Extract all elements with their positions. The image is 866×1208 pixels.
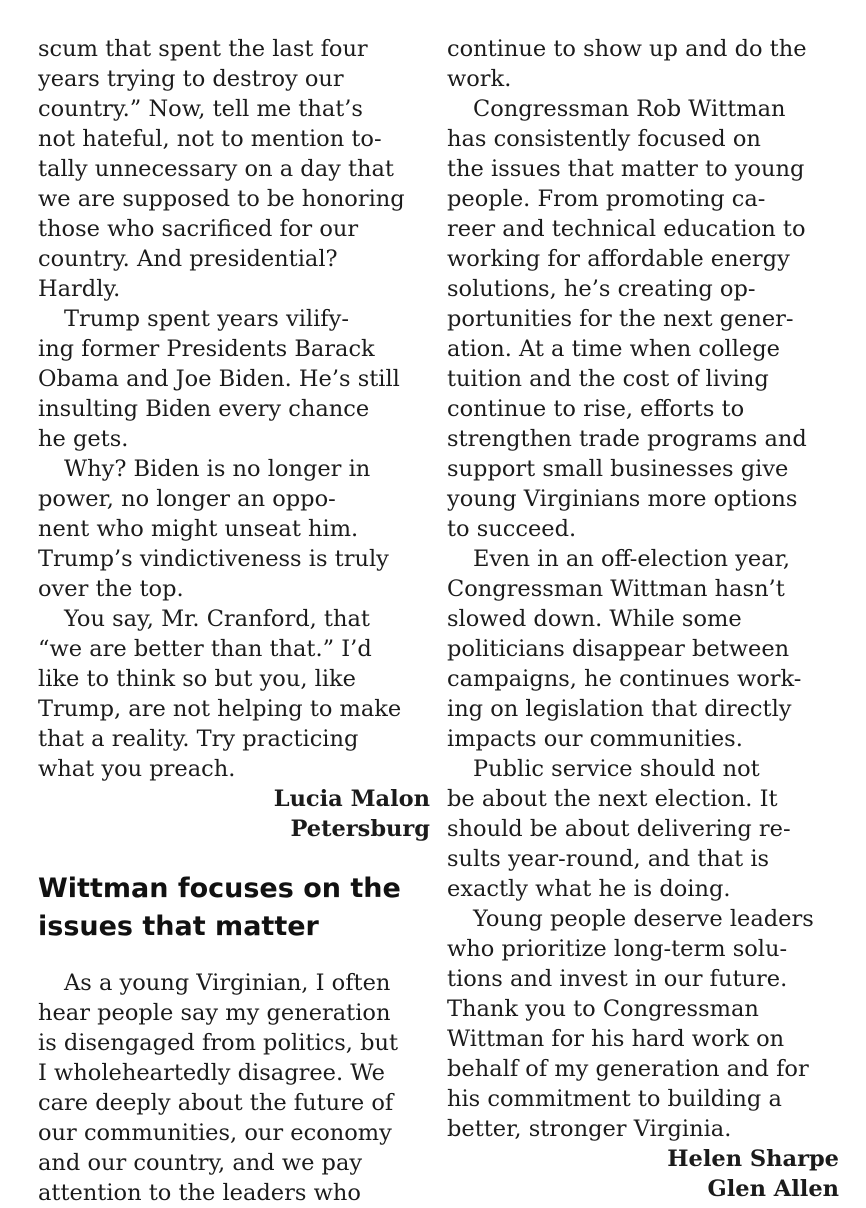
text-line: slowed down. While some	[447, 606, 742, 632]
text-line: be about the next election. It	[447, 786, 778, 812]
headline-line: issues that matter	[38, 911, 319, 942]
text-line: impacts our communities.	[447, 726, 743, 752]
letter-paragraph	[38, 304, 430, 454]
text-line: solutions, he’s creating op-	[447, 276, 756, 302]
text-line: those who sacrificed for our	[38, 216, 359, 242]
text-line: tions and invest in our future.	[447, 966, 788, 992]
signature-place: Petersburg	[290, 816, 430, 842]
text-line: he gets.	[38, 426, 129, 452]
text-line: care deeply about the future of	[38, 1090, 394, 1116]
text-line: work.	[447, 66, 512, 92]
text-line: hear people say my generation	[38, 1000, 391, 1026]
text-line: “we are better than that.” I’d	[38, 636, 372, 662]
text-line: is disengaged from politics, but	[38, 1030, 399, 1056]
text-line: campaigns, he continues work-	[447, 666, 802, 692]
text-line: ation. At a time when college	[447, 336, 780, 362]
text-line: Congressman Rob Wittman	[473, 96, 786, 122]
text-line: the issues that matter to young	[447, 156, 805, 182]
text-line: Even in an off-election year,	[473, 546, 791, 572]
text-line: tuition and the cost of living	[447, 366, 769, 392]
letter-paragraph	[38, 34, 430, 304]
text-line: who prioritize long-term solu-	[447, 936, 788, 962]
letter-paragraph	[447, 94, 839, 544]
left-column	[38, 34, 430, 1208]
text-line: portunities for the next gener-	[447, 306, 794, 332]
text-line: scum that spent the last four	[38, 36, 368, 62]
letter-paragraph	[447, 754, 839, 904]
text-line: support small businesses give	[447, 456, 789, 482]
text-line: like to think so but you, like	[38, 666, 356, 692]
text-line: Trump, are not helping to make	[38, 696, 402, 722]
text-line: his commitment to building a	[447, 1086, 782, 1112]
text-line: country.” Now, tell me that’s	[38, 96, 363, 122]
letter-paragraph	[38, 454, 430, 604]
text-line: Congressman Wittman hasn’t	[447, 576, 785, 602]
text-line: reer and technical education to	[447, 216, 806, 242]
text-line: people. From promoting ca-	[447, 186, 766, 212]
text-line: insulting Biden every chance	[38, 396, 370, 422]
text-line: I wholeheartedly disagree. We	[38, 1060, 385, 1086]
text-line: we are supposed to be honoring	[38, 186, 405, 212]
text-line: years trying to destroy our	[38, 66, 344, 92]
text-line: working for affordable energy	[447, 246, 790, 272]
text-line: strengthen trade programs and	[447, 426, 807, 452]
text-line: As a young Virginian, I often	[64, 970, 391, 996]
text-line: country. And presidential?	[38, 246, 338, 272]
text-line: Why? Biden is no longer in	[64, 456, 371, 482]
letter-paragraph	[447, 544, 839, 754]
signature-place: Glen Allen	[707, 1176, 839, 1202]
text-line: Trump’s vindictiveness is truly	[38, 546, 389, 572]
text-line: not hateful, not to mention to-	[38, 126, 382, 152]
text-line: that a reality. Try practicing	[38, 726, 359, 752]
text-line: Young people deserve leaders	[473, 906, 814, 932]
text-line: what you preach.	[38, 756, 236, 782]
text-line: Hardly.	[38, 276, 121, 302]
letter-paragraph	[38, 604, 430, 784]
right-column	[447, 34, 839, 1204]
text-line: over the top.	[38, 576, 184, 602]
text-line: Wittman for his hard work on	[447, 1026, 785, 1052]
text-line: You say, Mr. Cranford, that	[64, 606, 370, 632]
text-line: to succeed.	[447, 516, 577, 542]
text-line: our communities, our economy	[38, 1120, 392, 1146]
signature-name: Helen Sharpe	[667, 1146, 839, 1172]
letter-headline	[38, 870, 430, 946]
text-line: has consistently focused on	[447, 126, 761, 152]
letter-paragraph	[38, 968, 430, 1208]
text-line: should be about delivering re-	[447, 816, 791, 842]
text-line: power, no longer an oppo-	[38, 486, 336, 512]
text-line: Thank you to Congressman	[447, 996, 759, 1022]
text-line: Public service should not	[473, 756, 760, 782]
letter-paragraph	[447, 904, 839, 1144]
text-line: attention to the leaders who	[38, 1180, 361, 1206]
text-line: and our country, and we pay	[38, 1150, 363, 1176]
text-line: politicians disappear between	[447, 636, 790, 662]
text-line: exactly what he is doing.	[447, 876, 731, 902]
signature-name: Lucia Malon	[273, 786, 430, 812]
text-line: Trump spent years vilify-	[64, 306, 349, 332]
text-line: sults year-round, and that is	[447, 846, 770, 872]
headline-line: Wittman focuses on the	[38, 873, 401, 904]
text-line: ing on legislation that directly	[447, 696, 792, 722]
text-line: ing former Presidents Barack	[38, 336, 375, 362]
text-line: nent who might unseat him.	[38, 516, 359, 542]
text-line: tally unnecessary on a day that	[38, 156, 394, 182]
text-line: Obama and Joe Biden. He’s still	[38, 366, 400, 392]
text-line: young Virginians more options	[447, 486, 798, 512]
letter-paragraph	[447, 34, 839, 94]
text-line: continue to rise, efforts to	[447, 396, 745, 422]
text-line: better, stronger Virginia.	[447, 1116, 732, 1142]
text-line: continue to show up and do the	[447, 36, 807, 62]
text-line: behalf of my generation and for	[447, 1056, 809, 1082]
